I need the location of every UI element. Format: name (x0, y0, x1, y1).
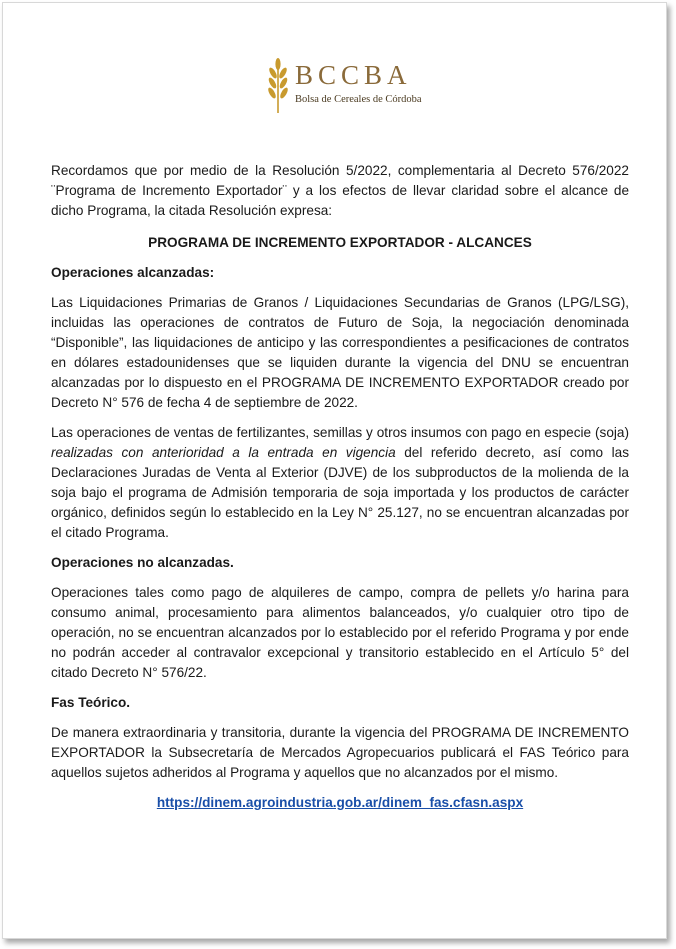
wheat-icon (265, 58, 291, 114)
document-page (2, 2, 667, 939)
heading-operaciones-no-alcanzadas: Operaciones no alcanzadas. (51, 555, 234, 570)
paragraph-fas: De manera extraordinaria y transitoria, durante la vigencia del PROGRAMA DE INCREMENTO EXPORTADOR la Subsecretaría de Mercados Agropecuarios publicará el FAS Teórico para aquellos sujetos adheridos al Programa y aquellos que no alcanzados por el mismo. (51, 725, 629, 780)
link-container (51, 793, 629, 813)
logo-title: BCCBA (295, 60, 412, 90)
paragraph-ventas-insumos (51, 423, 629, 543)
text-segment: Las operaciones de ventas de fertilizantes, semillas y otros insumos con pago en especie (soja) (51, 425, 629, 440)
document-body (51, 161, 629, 813)
logo (265, 58, 425, 114)
intro-paragraph: Recordamos que por medio de la Resolución 5/2022, complementaria al Decreto 576/2022 ¨Programa de Incremento Exportador¨ y a los efectos de llevar claridad sobre el alcance de dicho Programa, la citada Resolución expresa: (51, 163, 629, 218)
paragraph-liquidaciones: Las Liquidaciones Primarias de Granos / Liquidaciones Secundarias de Granos (LPG/LSG), incluidas las operaciones de contratos de Futuro de Soja, la negociación denominada “Disponible”, las liquidaciones de anticipo y las correspondientes a pesificaciones de contratos en dólares estadounidenses que se liquiden durante la vigencia del DNU se encuentran alcanzadas por lo dispuesto en el PROGRAMA DE INCREMENTO EXPORTADOR creado por Decreto N° 576 de fecha 4 de septiembre de 2022. (51, 295, 629, 410)
paragraph-no-alcanzadas: Operaciones tales como pago de alquileres de campo, compra de pellets y/o harina para consumo animal, procesamiento para alimentos balanceados, y/o cualquier otro tipo de operación, no se encuentran alcanzados por lo establecido por el referido Programa y por ende no podrán acceder al contravalor excepcional y transitorio establecido en el Artículo 5° del citado Decreto N° 576/22. (51, 585, 629, 680)
text-segment: del referido decreto, así como las Declaraciones Juradas de Venta al Exterior (DJVE) de los subproductos de la molienda de la soja bajo el programa de Admisión temporaria de soja importada y los productos de carácter orgánico, definidos según lo establecido en la Ley N° 25.127, no se encuentran alcanzadas por el citado Programa. (51, 445, 629, 540)
dinem-fas-link[interactable]: https://dinem.agroindustria.gob.ar/dinem_fas.cfasn.aspx (156, 795, 524, 810)
heading-operaciones-alcanzadas: Operaciones alcanzadas: (51, 265, 215, 280)
logo-subtitle: Bolsa de Cereales de Córdoba (295, 94, 422, 105)
italic-segment: realizadas con anterioridad a la entrada en vigencia (51, 445, 396, 460)
heading-fas-teorico: Fas Teórico. (51, 695, 131, 710)
section-title: PROGRAMA DE INCREMENTO EXPORTADOR - ALCANCES (148, 235, 532, 250)
